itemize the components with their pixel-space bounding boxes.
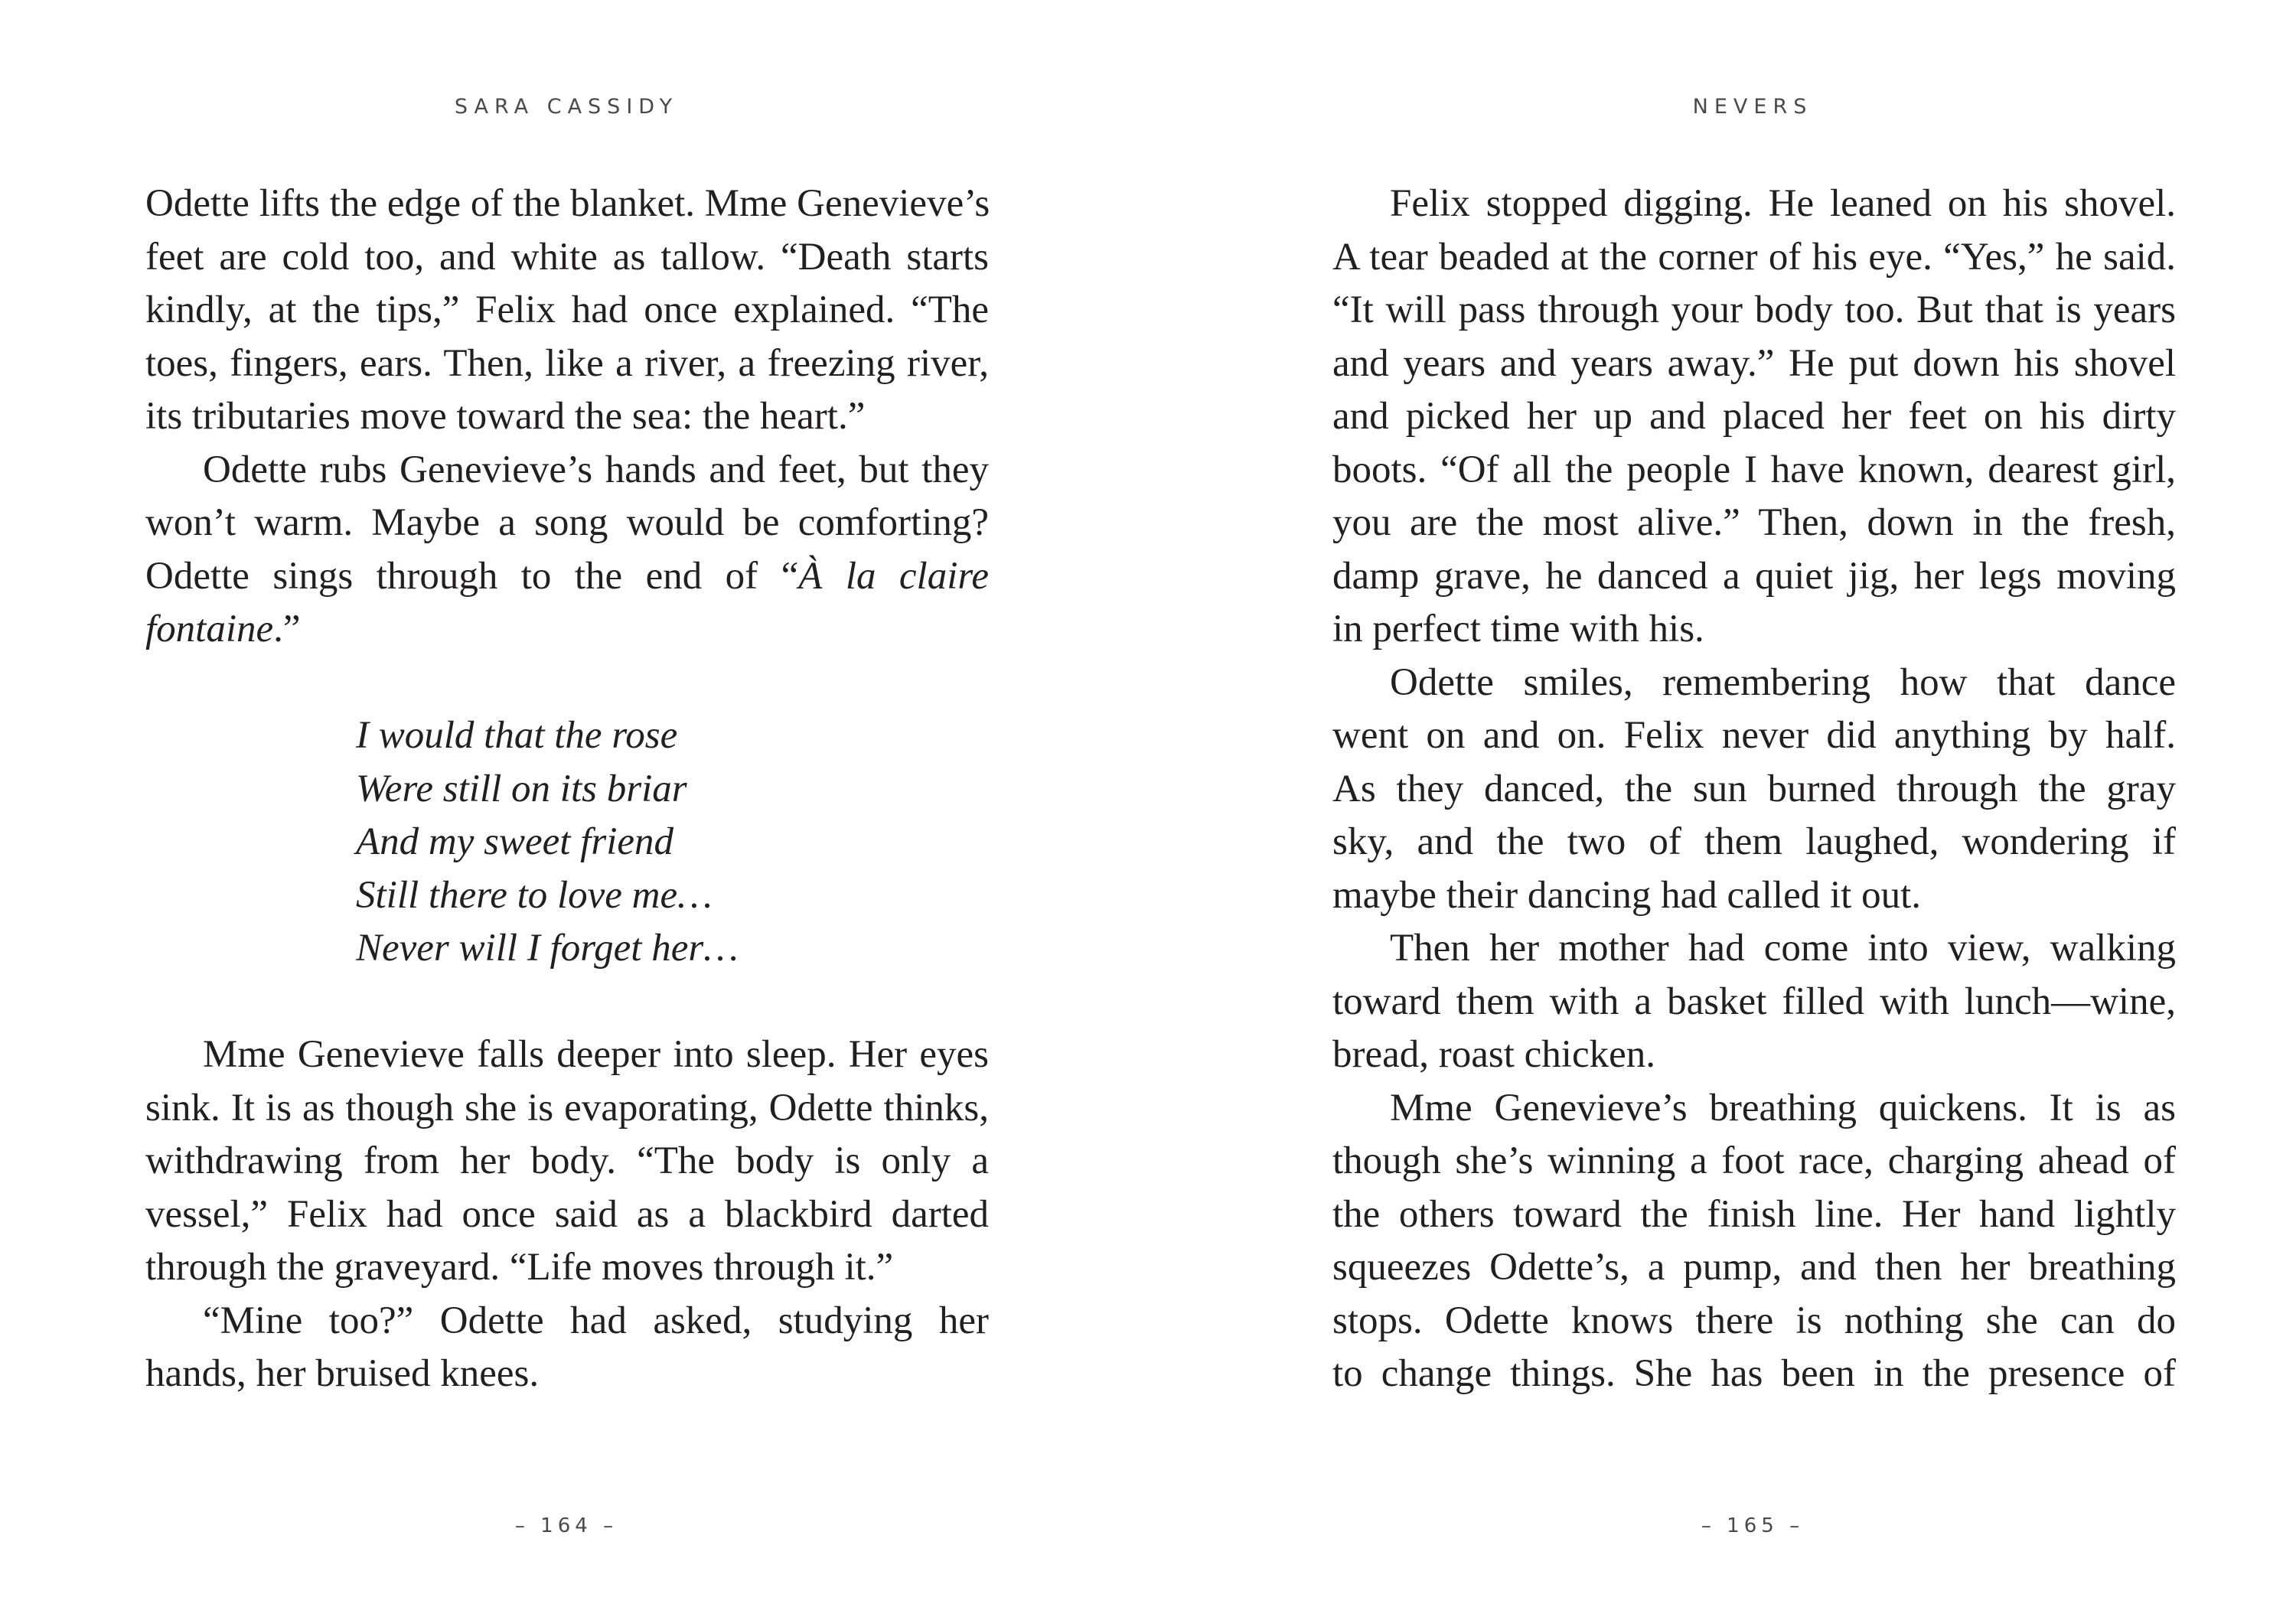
text-line: squeezes Odette’s, a pump, and then her breathing: [1332, 1246, 2176, 1289]
text-line: A tear beaded at the corner of his eye. “Yes,” he said.: [1332, 235, 2176, 279]
text-line-roman: .”: [273, 608, 301, 650]
text-line: Then her mother had come into view, walking: [1390, 927, 2176, 970]
text-line: vessel,” Felix had once said as a blackbird darted: [145, 1192, 989, 1236]
text-line: won’t warm. Maybe a song would be comforting?: [145, 501, 989, 544]
right-page: [1148, 0, 2296, 1607]
text-line: boots. “Of all the people I have known, dearest girl,: [1332, 448, 2176, 491]
text-line: Odette rubs Genevieve’s hands and feet, but they: [203, 448, 989, 491]
left-page-body: [145, 178, 989, 1401]
text-line: [145, 603, 989, 657]
right-page-body: [1332, 178, 2176, 1401]
text-line: “Mine too?” Odette had asked, studying her: [203, 1299, 989, 1342]
text-line: withdrawing from her body. “The body is only a: [145, 1139, 989, 1182]
text-line: though she’s winning a foot race, charging ahead of: [1332, 1139, 2176, 1182]
text-line: through the graveyard. “Life moves through it.”: [145, 1246, 894, 1289]
verse-line: Never will I forget her…: [356, 927, 739, 970]
song-title-italic: fontaine: [145, 608, 274, 650]
text-line: went on and on. Felix never did anything by half.: [1332, 714, 2176, 757]
text-line: Mme Genevieve’s breathing quickens. It is as: [1390, 1086, 2176, 1129]
text-line: stops. Odette knows there is nothing she can do: [1332, 1299, 2176, 1342]
text-line: its tributaries move toward the sea: the heart.”: [145, 395, 866, 438]
text-line: maybe their dancing had called it out.: [1332, 873, 1921, 917]
page-number: – 164 –: [514, 1514, 618, 1537]
text-line: Odette smiles, remembering how that dance: [1390, 660, 2176, 704]
verse-line: And my sweet friend: [356, 820, 673, 863]
text-line: in perfect time with his.: [1332, 608, 1704, 650]
text-line: kindly, at the tips,” Felix had once explained. “The: [145, 288, 989, 331]
text-line: and picked her up and placed her feet on his dirty: [1332, 395, 2176, 438]
running-head-author: SARA CASSIDY: [454, 95, 679, 119]
text-line: As they danced, the sun burned through the gray: [1332, 767, 2176, 810]
text-line: hands, her bruised knees.: [145, 1352, 540, 1395]
text-line: toes, fingers, ears. Then, like a river, a freezing river,: [145, 341, 989, 385]
verse-line: I would that the rose: [356, 714, 678, 757]
text-line: you are the most alive.” Then, down in the fresh,: [1332, 501, 2176, 544]
text-line: the others toward the finish line. Her hand lightly: [1332, 1192, 2176, 1236]
text-line: [145, 550, 989, 604]
running-head-title: NEVERS: [1692, 95, 1813, 119]
text-line: sky, and the two of them laughed, wondering if: [1332, 820, 2176, 863]
text-line: toward them with a basket filled with lunch—wine,: [1332, 980, 2176, 1023]
text-line: “It will pass through your body too. But that is years: [1332, 288, 2176, 331]
text-line: damp grave, he danced a quiet jig, her legs moving: [1332, 554, 2176, 598]
text-line: and years and years away.” He put down his shovel: [1332, 341, 2176, 385]
text-line: Odette lifts the edge of the blanket. Mme Genevieve’s: [145, 182, 990, 225]
text-line: to change things. She has been in the presence of: [1332, 1352, 2176, 1395]
text-line-roman: Odette sings through to the end of “: [145, 554, 799, 598]
text-line: bread, roast chicken.: [1332, 1033, 1655, 1076]
text-line: feet are cold too, and white as tallow. “Death starts: [145, 235, 989, 279]
text-line: sink. It is as though she is evaporating, Odette thinks,: [145, 1086, 989, 1129]
text-line: Mme Genevieve falls deeper into sleep. Her eyes: [203, 1033, 989, 1076]
text-line: Felix stopped digging. He leaned on his shovel.: [1390, 182, 2176, 225]
verse-line: Still there to love me…: [356, 873, 713, 917]
verse-spacer: [145, 976, 989, 1029]
verse-line: Were still on its briar: [356, 767, 687, 810]
page-number: – 165 –: [1701, 1514, 1805, 1537]
song-title-italic: À la claire: [798, 554, 989, 598]
verse-spacer: [145, 657, 989, 710]
